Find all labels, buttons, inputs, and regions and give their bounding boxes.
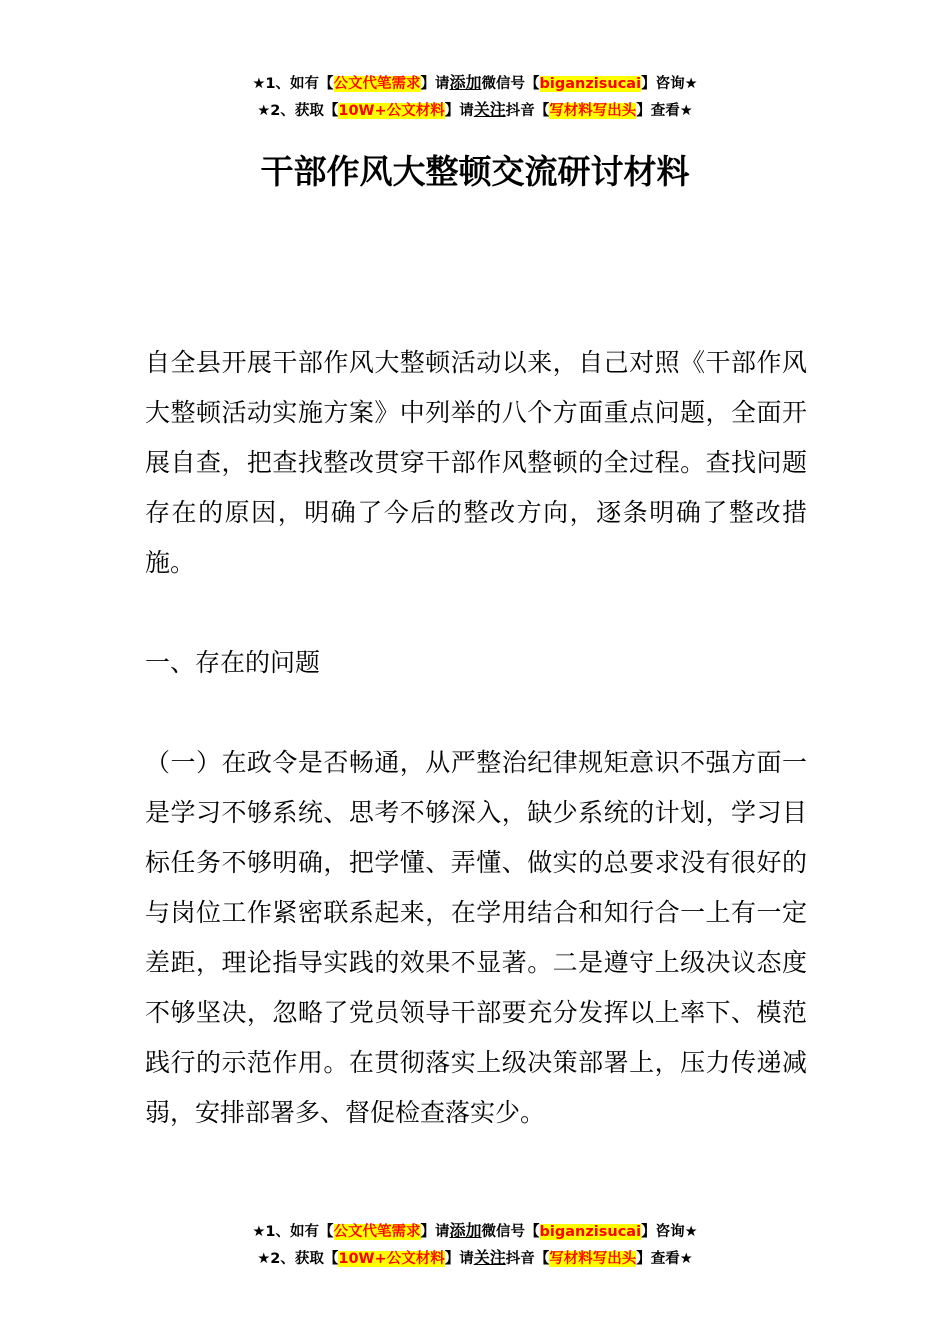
banner-highlight: 10W+公文材料 <box>338 103 445 119</box>
banner-text: 微信号【 <box>481 1224 540 1240</box>
banner-highlight: biganzisucai <box>539 1224 642 1240</box>
banner-line-2 <box>0 97 950 124</box>
banner-text: 抖音【 <box>505 1251 550 1267</box>
banner-text: 】咨询★ <box>641 76 698 92</box>
intro-paragraph: 自全县开展干部作风大整顿活动以来，自己对照《干部作风大整顿活动实施方案》中列举的八个方面重点问题，全面开展自查，把查找整改贯穿干部作风整顿的全过程。查找问题存在的原因，明确了今后的整改方向，逐条明确了整改措施。 <box>145 348 807 577</box>
banner-line-1 <box>0 70 950 97</box>
banner-underline: 关注 <box>473 1248 506 1267</box>
banner-highlight: 写材料写出头 <box>549 1251 637 1267</box>
banner-text: 微信号【 <box>481 76 540 92</box>
section-heading: 一、存在的问题 <box>145 648 321 677</box>
banner-highlight: 公文代笔需求 <box>333 76 421 92</box>
banner-text: 】查看★ <box>636 1251 693 1267</box>
banner-underline: 添加 <box>449 1221 482 1240</box>
banner-text: 】请 <box>444 103 474 119</box>
banner-text: 抖音【 <box>505 103 550 119</box>
banner-underline: 添加 <box>449 73 482 92</box>
banner-text: 】请 <box>420 1224 450 1240</box>
header-banner <box>0 70 950 124</box>
banner-text: 】请 <box>420 76 450 92</box>
banner-text: ★1、如有【 <box>252 1224 334 1240</box>
banner-underline: 关注 <box>473 100 506 119</box>
banner-text: ★2、获取【 <box>257 1251 339 1267</box>
footer-banner <box>0 1218 950 1272</box>
banner-highlight: biganzisucai <box>539 76 642 92</box>
banner-highlight: 10W+公文材料 <box>338 1251 445 1267</box>
banner-text: 】查看★ <box>636 103 693 119</box>
section-paragraph: （一）在政令是否畅通，从严整治纪律规矩意识不强方面一是学习不够系统、思考不够深入，缺少系统的计划，学习目标任务不够明确，把学懂、弄懂、做实的总要求没有很好的与岗位工作紧密联系起来，在学用结合和知行合一上有一定差距，理论指导实践的效果不显著。二是遵守上级决议态度不够坚决，忽略了党员领导干部要充分发挥以上率下、模范践行的示范作用。在贯彻落实上级决策部署上，压力传递减弱，安排部署多、督促检查落实少。 <box>145 748 807 1127</box>
banner-highlight: 公文代笔需求 <box>333 1224 421 1240</box>
banner-text: 】咨询★ <box>641 1224 698 1240</box>
banner-highlight: 写材料写出头 <box>549 103 637 119</box>
banner-line-1 <box>0 1218 950 1245</box>
banner-text: ★1、如有【 <box>252 76 334 92</box>
banner-text: 】请 <box>444 1251 474 1267</box>
banner-line-2 <box>0 1245 950 1272</box>
document-title: 干部作风大整顿交流研讨材料 <box>260 152 690 191</box>
banner-text: ★2、获取【 <box>257 103 339 119</box>
